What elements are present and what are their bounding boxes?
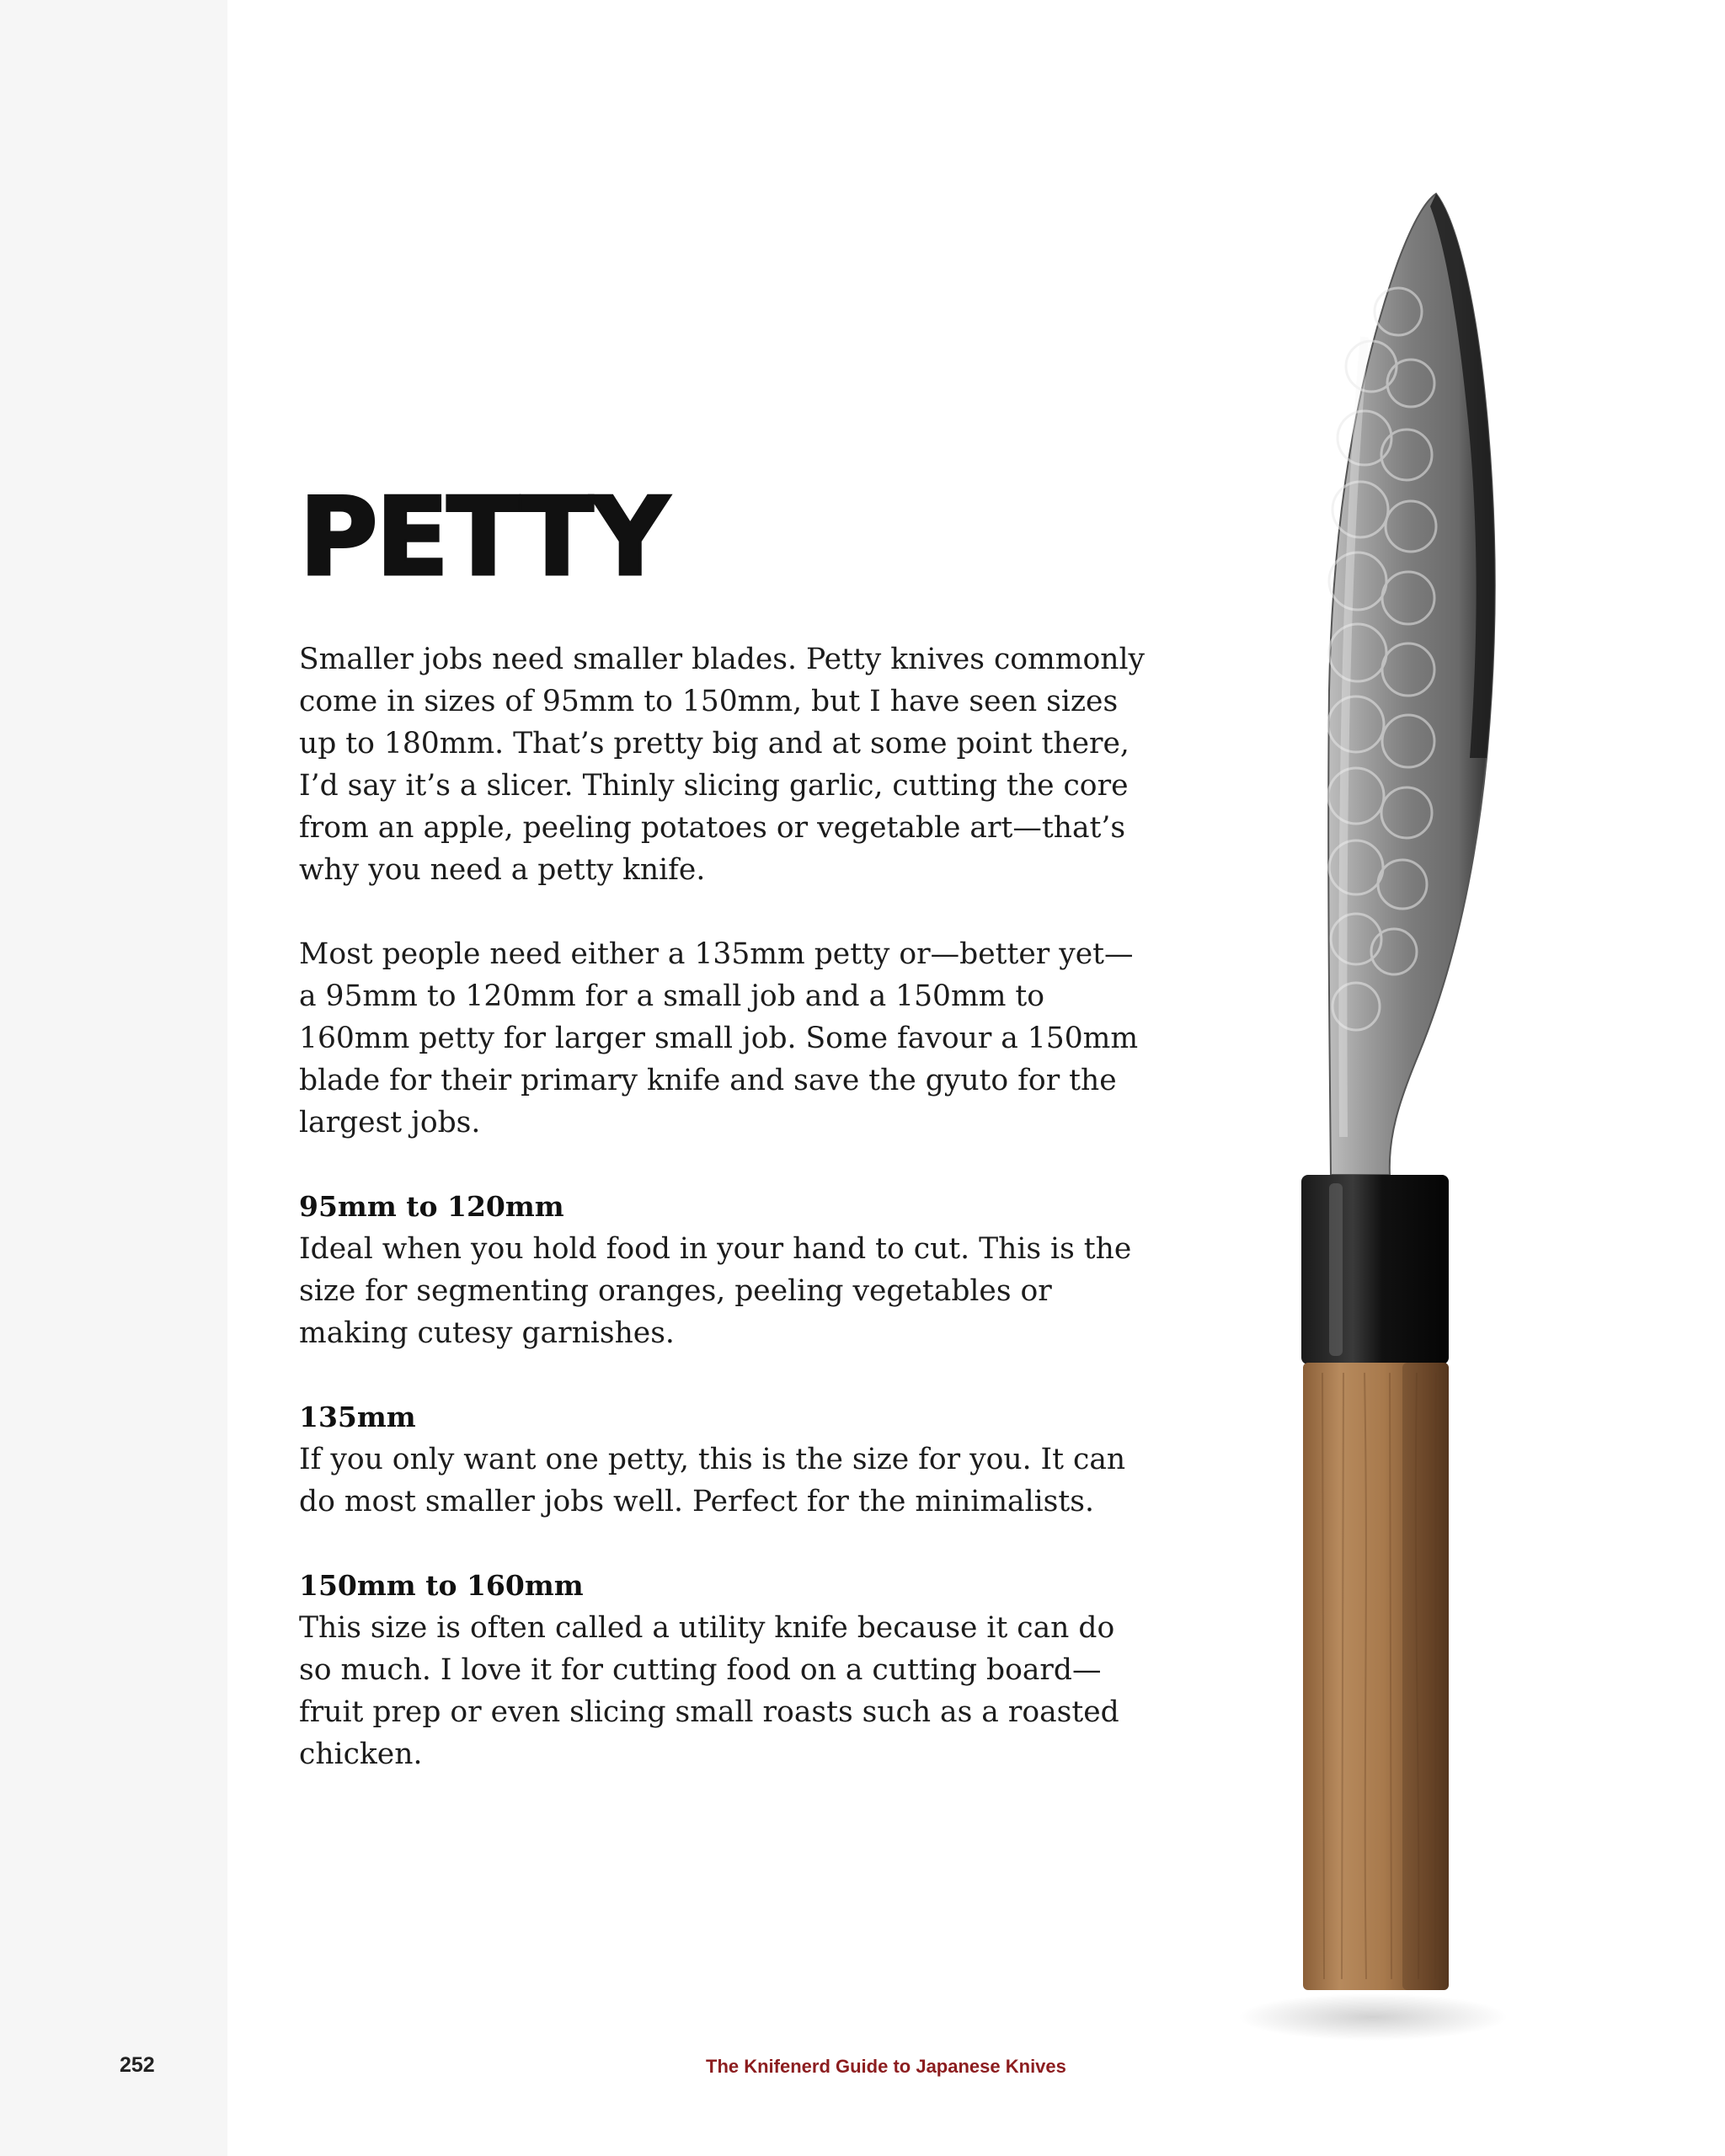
handle-bevel — [1402, 1363, 1449, 1990]
article-body — [299, 638, 1150, 1817]
petty-knife-photo — [1230, 168, 1508, 2047]
running-footer: The Knifenerd Guide to Japanese Knives — [706, 2056, 1066, 2077]
intro-paragraph: Smaller jobs need smaller blades. Petty knives commonly come in sizes of 95mm to 150mm, but I have seen sizes up to 180mm. That’s pretty big and at some point there, I’d say it’s a slicer. Thinly slicing garlic, cutting the core from an apple, peeling potatoes or vegetable art—that’s why you need a petty knife. — [299, 643, 1145, 887]
section-text-95-120: Ideal when you hold food in your hand to cut. This is the size for segmenting oranges, peeling vegetables or making cutesy garnishes. — [299, 1232, 1132, 1350]
section-heading-95-120: 95mm to 120mm — [299, 1190, 564, 1223]
recommendation-paragraph: Most people need either a 135mm petty or—better yet—a 95mm to 120mm for a small job and a 150mm to 160mm petty for larger small job. Some favour a 150mm blade for their primary knife and save the gyuto for the largest jobs. — [299, 937, 1139, 1139]
handle-ferrule — [1301, 1175, 1449, 1364]
ferrule-shine — [1329, 1183, 1343, 1356]
section-heading-135: 135mm — [299, 1401, 416, 1433]
page-gutter — [0, 0, 227, 2156]
section-text-150-160: This size is often called a utility knife because it can do so much. I love it for cutting food on a cutting board—fruit prep or even slicing small roasts such as a roasted chicken. — [299, 1611, 1119, 1771]
knife-shadow — [1238, 1993, 1508, 2041]
page-title: PETTY — [299, 475, 667, 600]
section-text-135: If you only want one petty, this is the size for you. It can do most smaller jobs well. Perfect for the minimalists. — [299, 1443, 1126, 1518]
page-number: 252 — [120, 2053, 155, 2077]
section-heading-150-160: 150mm to 160mm — [299, 1569, 584, 1602]
